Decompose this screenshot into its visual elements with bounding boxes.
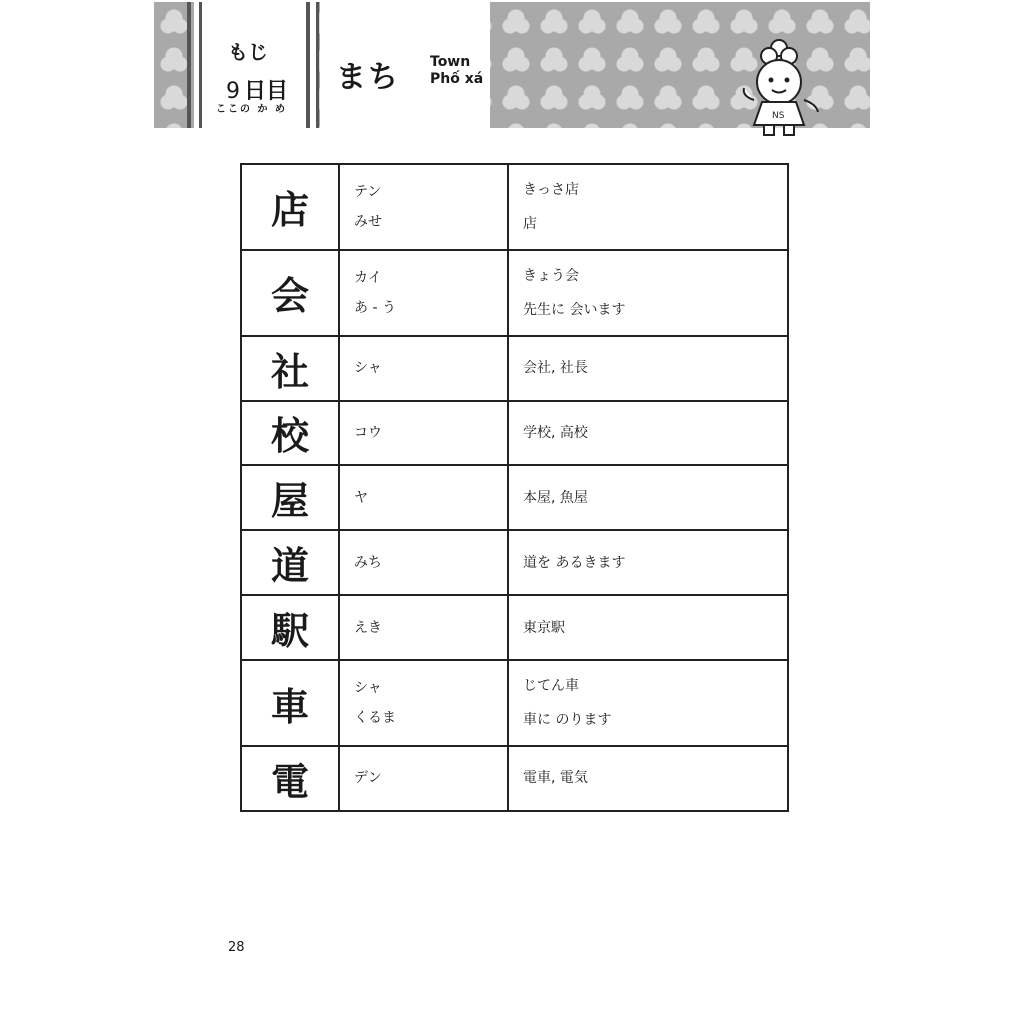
kanji-cell: 校 xyxy=(241,401,339,466)
reading-text: ヤ xyxy=(354,489,368,506)
kanji-cell: 電 xyxy=(241,746,339,811)
example-text: 電車, 電気 xyxy=(523,770,588,787)
example-cell xyxy=(508,336,788,401)
table-row xyxy=(241,530,788,595)
kanji-cell: 店 xyxy=(241,164,339,250)
reading-text: テン xyxy=(354,183,382,200)
example-text: 本屋, 魚屋 xyxy=(523,489,588,506)
reading-text: くるま xyxy=(354,710,396,727)
example-cell xyxy=(508,660,788,746)
reading-text: えき xyxy=(354,619,382,636)
example-cell xyxy=(508,250,788,336)
reading-cell xyxy=(339,164,508,250)
example-text: きょう会 xyxy=(523,267,579,284)
example-text: 東京駅 xyxy=(523,619,565,636)
reading-text: みち xyxy=(354,554,382,571)
reading-cell xyxy=(339,530,508,595)
example-cell xyxy=(508,746,788,811)
reading-cell xyxy=(339,250,508,336)
kanji-cell: 会 xyxy=(241,250,339,336)
example-cell xyxy=(508,465,788,530)
kanji-cell: 車 xyxy=(241,660,339,746)
example-text: 先生に 会います xyxy=(523,301,626,318)
example-cell xyxy=(508,401,788,466)
page-title: まち xyxy=(336,60,400,95)
reading-cell xyxy=(339,336,508,401)
day-reading: ここの か め xyxy=(216,104,287,115)
reading-cell xyxy=(339,746,508,811)
day-number: 9 xyxy=(226,79,240,104)
table-row xyxy=(241,164,788,250)
table-row xyxy=(241,465,788,530)
example-cell xyxy=(508,164,788,250)
day-word: 日目 xyxy=(244,79,289,104)
example-cell xyxy=(508,530,788,595)
example-text: 会社, 社長 xyxy=(523,360,588,377)
divider-bar xyxy=(306,2,310,128)
example-text: じてん車 xyxy=(523,678,579,695)
example-cell xyxy=(508,595,788,660)
divider-bar xyxy=(187,2,191,128)
reading-text: コウ xyxy=(354,424,382,441)
reading-text: シャ xyxy=(354,680,382,697)
reading-cell xyxy=(339,465,508,530)
example-text: きっさ店 xyxy=(523,181,579,198)
title-english: Town xyxy=(430,54,471,70)
example-text: 店 xyxy=(523,215,537,232)
kanji-cell: 道 xyxy=(241,530,339,595)
reading-text: デン xyxy=(354,770,382,787)
page-number: 28 xyxy=(228,940,245,955)
mascot-badge: NS xyxy=(772,111,785,121)
kanji-cell: 駅 xyxy=(241,595,339,660)
table-row xyxy=(241,250,788,336)
example-text: 道を あるきます xyxy=(523,554,626,571)
divider-bar xyxy=(316,2,319,128)
example-text: 学校, 高校 xyxy=(523,424,588,441)
title-translation xyxy=(430,54,483,88)
table-row xyxy=(241,401,788,466)
reading-cell xyxy=(339,401,508,466)
example-text: 車に のります xyxy=(523,712,612,729)
reading-cell xyxy=(339,660,508,746)
title-vietnamese: Phố xá xyxy=(430,71,484,87)
reading-cell xyxy=(339,595,508,660)
reading-text: みせ xyxy=(354,213,382,230)
reading-text: カイ xyxy=(354,269,382,286)
subject-label: もじ xyxy=(228,40,268,64)
kanji-cell: 社 xyxy=(241,336,339,401)
divider-bar xyxy=(199,2,202,128)
mascot-icon xyxy=(734,30,824,140)
table-row xyxy=(241,660,788,746)
kanji-cell: 屋 xyxy=(241,465,339,530)
table-row xyxy=(241,336,788,401)
table-row xyxy=(241,595,788,660)
kanji-table xyxy=(240,163,789,812)
reading-text: あ - う xyxy=(354,299,396,316)
reading-text: シャ xyxy=(354,360,382,377)
table-row xyxy=(241,746,788,811)
